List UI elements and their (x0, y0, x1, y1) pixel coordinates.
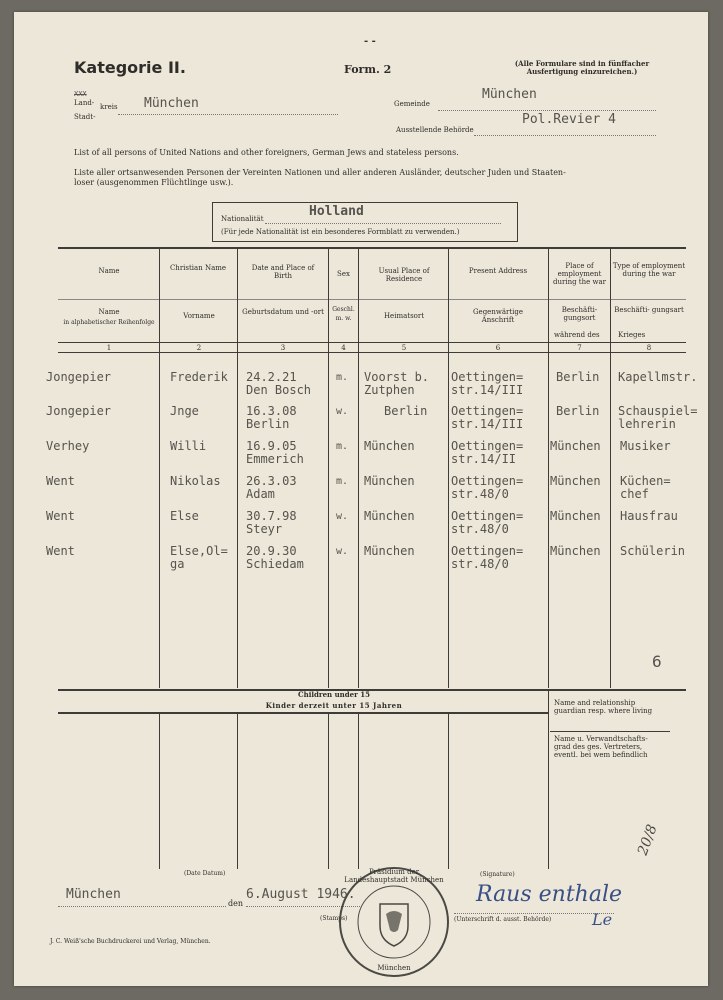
row-2-addr-2: str.14/III (451, 417, 524, 431)
row-4-addr-1: Oettingen= (451, 474, 524, 488)
col-4-num: 4 (341, 344, 346, 352)
intro-english: List of all persons of United Nations and other foreigners, German Jews and stateless persons. (74, 148, 459, 157)
signature-label: (Unterschrift d. ausst. Behörde) (454, 916, 552, 923)
row-5-res-1: München (364, 509, 415, 523)
children-title-de: Kinder derzeit unter 15 Jahren (265, 701, 403, 710)
row-4-name: Went (46, 474, 75, 488)
col-2-en: Christian Name (169, 264, 227, 272)
row-2-sex: w. (336, 406, 349, 417)
row-1-work-place: Berlin (556, 370, 600, 384)
row-2-birth-place: Berlin (246, 417, 290, 431)
submission-note (494, 60, 670, 76)
top-mark: - - (364, 36, 376, 47)
col-divider-6 (548, 248, 549, 688)
form-number: Form. 2 (344, 63, 392, 76)
category-title: Kategorie II. (74, 58, 186, 77)
official-stamp (336, 864, 452, 980)
row-2-first: Jnge (170, 404, 199, 418)
row-5-addr-1: Oettingen= (451, 509, 524, 523)
children-divider-3 (328, 713, 329, 869)
date-label: (Date Datum) (184, 870, 226, 877)
col-6-en: Present Address (468, 267, 528, 275)
nationality-value: Holland (309, 204, 364, 219)
row-6-addr-2: str.48/0 (451, 557, 509, 571)
row-5-work-type: Hausfrau (620, 509, 678, 523)
row-1-res-1: Voorst b. (364, 370, 430, 384)
row-5-name: Went (46, 509, 75, 523)
row-6-work-place: München (550, 544, 601, 558)
children-title-en: Children under 15 (298, 690, 370, 699)
col-divider-2 (237, 248, 238, 688)
col-6-num: 6 (495, 344, 501, 352)
row-4-work-place: München (550, 474, 601, 488)
row-4-first: Nikolas (170, 474, 221, 488)
row-1-work-type: Kapellmstr. (618, 370, 698, 384)
children-header-line (58, 712, 548, 714)
stamp-text: Präsidium der Landeshauptstadt München (344, 868, 444, 884)
row-5-birth-place: Steyr (246, 522, 283, 536)
row-3-addr-1: Oettingen= (451, 439, 524, 453)
stamp-bottom-text: München (377, 964, 411, 972)
col-5-de: Heimatsort (383, 312, 425, 320)
row-4-birth-place: Adam (246, 487, 275, 501)
gemeinde-label: Gemeinde (394, 100, 430, 108)
signature-top-label: (Signature) (480, 871, 515, 878)
signature: Raus enthale (476, 882, 623, 907)
children-divider-right (548, 691, 549, 869)
col-4-en: Sex (337, 270, 350, 278)
row-2-work-type-2: lehrerin (618, 417, 676, 431)
row-1-birth-place: Den Bosch (246, 383, 312, 397)
footer-date: 6.August 1946. (246, 887, 356, 902)
row-2-birth-date: 16.3.08 (246, 404, 297, 418)
col-5-en: Usual Place of Residence (378, 267, 430, 283)
col-1-num: 1 (106, 344, 112, 352)
form-sheet (14, 12, 708, 986)
guardian-en: Name and relationship guardian resp. where living (554, 699, 653, 715)
children-divider-1 (159, 713, 160, 869)
row-1-res-2: Zutphen (364, 383, 415, 397)
col-2-num: 2 (196, 344, 202, 352)
row-3-sex: m. (336, 441, 349, 452)
row-4-work-type-2: chef (620, 487, 649, 501)
header-divider (58, 299, 686, 300)
row-4-addr-2: str.48/0 (451, 487, 509, 501)
nationality-line (265, 222, 501, 224)
guardian-de: Name u. Verwandtschafts- grad des ges. Vertreters, eventl. bei wem befindlich (554, 735, 648, 759)
col-5-num: 5 (401, 344, 407, 352)
row-3-work-place: München (550, 439, 601, 453)
col-2-de: Vorname (183, 312, 215, 320)
row-3-birth-place: Emmerich (246, 452, 304, 466)
table-top-line (58, 247, 686, 249)
row-2-res-1: Berlin (384, 404, 428, 418)
col-3-en: Date and Place of Birth (251, 264, 315, 280)
struck-prefix: XXX (74, 90, 87, 98)
row-6-addr-1: Oettingen= (451, 544, 524, 558)
row-6-work-type: Schülerin (620, 544, 686, 558)
row-5-first: Else (170, 509, 199, 523)
row-3-first: Willi (170, 439, 207, 453)
col-3-num: 3 (280, 344, 286, 352)
kreis-label: kreis (100, 103, 118, 111)
row-2-addr-1: Oettingen= (451, 404, 524, 418)
col-divider-7 (610, 248, 611, 688)
col-1-en: Name (98, 267, 120, 275)
row-3-work-type: Musiker (620, 439, 671, 453)
col-7-num: 7 (577, 344, 582, 352)
row-4-work-type-1: Küchen= (620, 474, 671, 488)
row-1-first: Frederik (170, 370, 228, 384)
row-1-birth-date: 24.2.21 (246, 370, 297, 384)
col-7-de: Beschäfti- gungsort (561, 306, 598, 322)
row-6-birth-place: Schiedam (246, 557, 304, 571)
row-1-addr-2: str.14/III (451, 383, 524, 397)
page-mark: 20/8 (634, 822, 661, 858)
col-divider-5 (448, 248, 449, 688)
col-divider-1 (159, 248, 160, 688)
row-6-name: Went (46, 544, 75, 558)
row-6-first: Else,Ol= (170, 544, 228, 558)
col-8-num: 8 (646, 344, 652, 352)
col-8-de: Beschäfti- gungsart (614, 306, 684, 314)
note-line-1: (Alle Formulare sind in fünffacher (514, 59, 650, 68)
row-6-res-1: München (364, 544, 415, 558)
initial-mark: Le (592, 910, 613, 929)
children-divider-4 (358, 713, 359, 869)
row-3-res-1: München (364, 439, 415, 453)
row-1-name: Jongepier (46, 370, 112, 384)
row-5-birth-date: 30.7.98 (246, 509, 297, 523)
guardian-divider (550, 731, 670, 732)
col-7-de-sub: während des (554, 331, 600, 339)
row-2-work-place: Berlin (556, 404, 600, 418)
land-label: Land- (74, 99, 95, 107)
children-divider-5 (448, 713, 449, 869)
signature-line (454, 912, 614, 914)
intro-german-1: Liste aller ortsanwesenden Personen der Vereinten Nationen und aller anderen Ausländer, deutscher Juden und Staaten- (74, 168, 566, 177)
col-3-de: Geburtsdatum und -ort (242, 308, 324, 316)
intro-german-2: loser (ausgenommen Flüchtlinge usw.). (74, 178, 234, 187)
authority-label: Ausstellende Behörde (396, 126, 474, 134)
stamp-label: (Stamps) (320, 915, 348, 922)
row-1-addr-1: Oettingen= (451, 370, 524, 384)
row-4-sex: m. (336, 476, 349, 487)
kreis-line (118, 113, 338, 115)
row-6-first-2: ga (170, 557, 185, 571)
row-6-sex: w. (336, 546, 349, 557)
col-divider-4 (358, 248, 359, 688)
row-5-work-place: München (550, 509, 601, 523)
col-divider-3 (328, 248, 329, 688)
row-5-addr-2: str.48/0 (451, 522, 509, 536)
row-4-birth-date: 26.3.03 (246, 474, 297, 488)
col-7-en: Place of employment during the war (553, 262, 606, 286)
row-2-work-type-1: Schauspiel= (618, 404, 698, 418)
number-row-bottom (58, 352, 686, 353)
margin-count: 6 (652, 652, 662, 671)
printer-note: J. C. Weiß'sche Buchdruckerei und Verlag, München. (50, 938, 211, 945)
col-6-de: Gegenwärtige Anschrift (472, 308, 524, 324)
authority-value: Pol.Revier 4 (522, 112, 616, 127)
number-row-top (58, 342, 686, 343)
stadt-label: Stadt- (74, 113, 96, 121)
nationality-note: (Für jede Nationalität ist ein besonderes Formblatt zu verwenden.) (221, 228, 460, 236)
col-8-en: Type of employment during the war (612, 262, 686, 278)
col-1-de: Name (98, 308, 120, 316)
row-5-sex: w. (336, 511, 349, 522)
place-line (58, 905, 226, 907)
row-3-addr-2: str.14/II (451, 452, 517, 466)
row-3-name: Verhey (46, 439, 90, 453)
gemeinde-value: München (482, 87, 537, 102)
kreis-value: München (144, 96, 199, 111)
nationality-label: Nationalität (221, 215, 264, 223)
col-8-de-sub: Krieges (618, 331, 646, 339)
col-1-de-sub: in alphabetischer Reihenfolge (63, 319, 155, 326)
row-1-sex: m. (336, 372, 349, 383)
col-4-de: Geschl. m. w. (332, 306, 355, 322)
note-line-2: Ausfertigung einzureichen.) (526, 67, 638, 76)
row-4-res-1: München (364, 474, 415, 488)
gemeinde-line (438, 109, 656, 111)
authority-line (474, 134, 656, 136)
row-2-name: Jongepier (46, 404, 112, 418)
footer-place: München (66, 887, 121, 902)
nationality-box (212, 202, 518, 242)
row-6-birth-date: 20.9.30 (246, 544, 297, 558)
footer-den: den (228, 899, 244, 908)
row-3-birth-date: 16.9.05 (246, 439, 297, 453)
children-divider-2 (237, 713, 238, 869)
